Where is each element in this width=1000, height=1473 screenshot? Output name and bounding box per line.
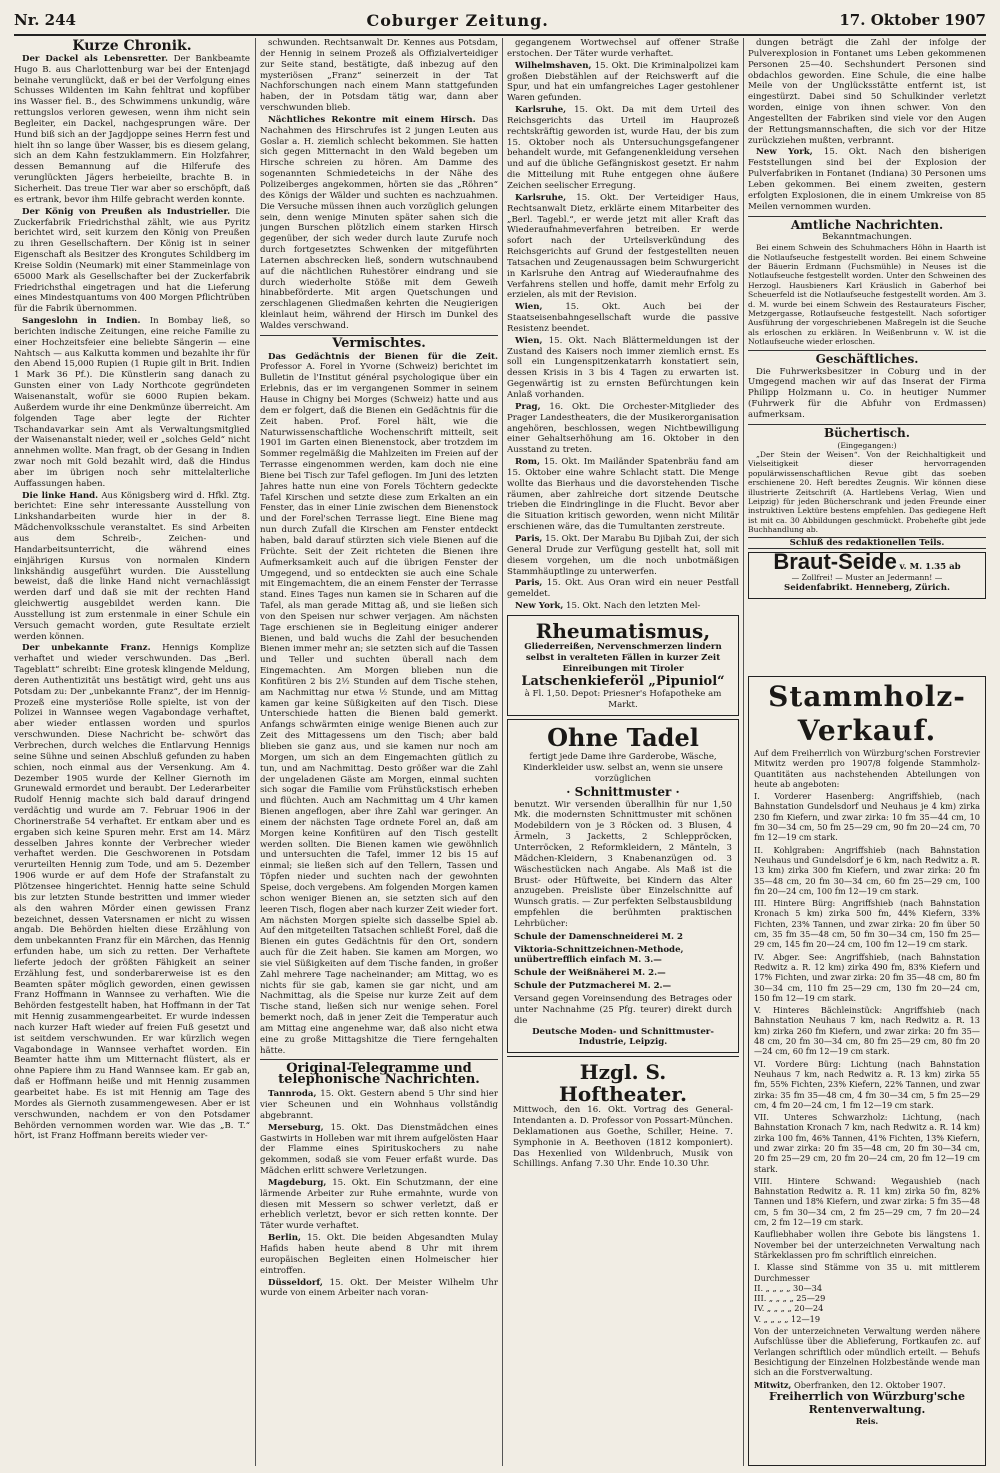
ad-text: Versand gegen Voreinsendung des Betrages oder unter Nachnahme (25 Pfg. teurer) direkt durch die — [514, 993, 732, 1026]
telegram-place: Rom, — [515, 457, 540, 468]
article-text: Professor A. Forel in Yvorne (Schweiz) berichtet im Bulletin de l'Institut général psychologique über ein Erlebnis, das er im vergangenen Sommer in seinem Hause in Chigny bei Morges (Schweiz) hatte und aus dem er folgert, daß die Bienen ein Gedächtnis für die Zeit haben. Prof. Forel hält, wie die Naturwissenschaftliche Wochenschrift mitteilt, seit 1901 im Garten einen Bienenstock, aber trotzdem im Sommer regelmäßig die Mahlzeiten im Freien auf der Terrasse eingenommen werden, kam doch nie eine Biene bei Tisch zur Tafel geflogen. Im Juni des letzten Jahres hatte nun eine von Forels Töchtern gedeckte Tafel Kirschen und setzte diese zum Erkalten an ein Fenster, das in einer Linie zwischen dem Bienenstock und der Forel'schen Terrasse liegt. Eine Biene mag nun durch Zufall die Kirschen am Fenster entdeckt haben, bald darauf stürzten sich viele Bienen auf die Früchte. Seit der Zeit richteten die Bienen ihre Aufmerksamkeit auch auf die übrigen Fenster der Umgegend, und so entdeckten sie auch eine Schale mit Eingemachtem, die an einem Fenster der Terrasse stand. Eines Tages nun kamen sie in Scharen auf die Tafel, als man gerade Mittag aß, und sie ließen sich von den Speisen nur schwer verjagen. Am nächsten Tage erschienen sie in Begleitung einiger anderer Bienen, und bald wuchs die Zahl der besuchenden Bienen immer mehr an; sie setzten sich auf die Tassen und Teller und suchten überall nach dem Eingemachten. Am Morgen blieben nun die Konfitüren 2 bis 2½ Stunden auf dem Tische stehen, am Nachmittag nur etwa ½ Stunde, und am Mittag kamen gar keine Süßigkeiten auf den Tisch. Diese Unterschiede hatten die Bienen bald gemerkt. Anfangs schwärmten einige wenige Bienen auch zur Zeit des Mittagessens um den Tisch; aber bald blieben sie ganz aus, und sie kamen nur noch am Morgen, um sich an dem Eingemachten gütlich zu tun, und am Nachmittag. Desto größer war die Zahl der ungeladenen Gäste am Morgen, einmal suchten sich sogar die Familie vom Frühstückstisch erheben und flüchten. Auch am Nachmittag um 4 Uhr kamen Bienen angeflogen, aber ihre Zahl war geringer. An einem der nächsten Tage ordnete Forel an, daß am Morgen keine Konfitüren auf den Tisch gestellt werden sollten. Die Bienen kamen wie gewöhnlich und untersuchten die Tafel, immer 12 bis 15 auf einmal; sie ließen sich auf den Tellern, Tassen und Töpfen nieder und suchten nach der gewohnten Speise, doch vergebens. Am folgenden Morgen kamen schon weniger Bienen an, sie setzten sich auf den leeren Tisch, flogen aber nach kurzer Zeit wieder fort. Am nächsten Morgen spielte sich dasselbe Spiel ab. Auf den mitgeteilten Tatsachen schließt Forel, daß die Bienen ein gutes Gedächtnis für den Ort, sondern auch für die Zeit haben. Sie kamen am Morgen, wo sie viel Süßigkeiten auf dem Tische fanden, in großer Zahl mehrere Tage nacheinander; am Mittag, wo es nichts für sie gab, kamen sie gar nicht, und am Nachmittag, als die Speise nur kurze Zeit auf dem Tische stand, ließen sich nur wenige sehen. Forel bemerkt noch, daß in jener Zeit die Temperatur auch am Mittag eine angenehme war, daß also nicht etwa eine zu große Mittagshitze die Tiere ferngehalten hätte. — [260, 362, 498, 1056]
article-title: Die linke Hand. — [22, 490, 99, 501]
article-title: Nächtliches Rekontre mit einem Hirsch. — [268, 114, 476, 125]
ad-text: Auf dem Freiherrlich von Würzburg'schen Forstrevier Mitwitz werden pro 1907/8 folgende Stammholz-Quantitäten aus nachstehenden Abteilungen von heute ab angeboten: — [754, 748, 980, 789]
ad-title: Rheumatismus, — [535, 618, 711, 643]
article-continuation: schwunden. Rechtsanwalt Dr. Kennes aus Potsdam, der Hennig in seinem Prozeß als Offizialverteidiger zur Seite stand, bestätigte, daß inbezug auf den mysteriösen „Franz“ seinerzeit in der Tat Nachforschungen nach einem Mann stattgefunden haben, der in Potsdam tätig war, dann aber verschwunden blieb. — [260, 38, 498, 114]
telegram — [507, 61, 739, 104]
telegram — [507, 578, 739, 600]
divider — [748, 216, 986, 217]
telegram-place: Tannroda, — [268, 1089, 317, 1100]
ad-sign-date: Oberfranken, den 12. Oktober 1907. — [794, 1379, 946, 1390]
list-item: Schule der Putzmacherei M. 2.— — [514, 981, 672, 992]
article — [14, 491, 250, 643]
section-title-geschaeftlich: Geschäftliches. — [815, 351, 919, 366]
article-continuation: dungen beträgt die Zahl der infolge der Pulverexplosion in Fontanet ums Leben gekommenen Personen 25—40. Sechshundert Personen sind obdachlos geworden. Eine Schule, die eine halbe Meile von der Unglücksstätte entfernt ist, ist eingestürzt. Dabei sind 50 Schulkinder verletzt worden, einige von ihnen schwer. Von den Angestellten der Fabriken sind viele vor den Augen der Rettungsmannschaften, die sich vor der Hitze zurückziehen mußten, verbrannt. — [748, 38, 986, 146]
ad-title: Stammholz-Verkauf. — [768, 680, 966, 747]
ad-braut-seide — [748, 549, 986, 598]
column-3 — [507, 38, 739, 1466]
article — [14, 207, 250, 315]
section-title-chronik: Kurze Chronik. — [72, 38, 192, 54]
article — [14, 54, 250, 206]
telegram-place: Magdeburg, — [268, 1177, 327, 1188]
end-of-editorial: Schluß des redaktionellen Teils. — [748, 537, 986, 550]
column-1 — [14, 38, 250, 1466]
telegram — [507, 402, 739, 456]
list-item: IV. „ „ „ „ 20—24 — [754, 1303, 824, 1314]
column-divider — [743, 38, 744, 1466]
telegram — [507, 534, 739, 577]
section-title-telegramme: Original-Telegramme und telephonische Nachrichten. — [278, 1061, 480, 1088]
telegram — [507, 601, 739, 612]
telegram-text: 15. Okt. Nach den bisherigen Feststellungen sind bei der Explosion der Pulverfabriken in Fontanet (Indiana) 30 Personen ums Leben gekommen. Bei einem zweiten, gestern erfolgten Explosionen, die in einem Umkreise von 85 Meilen vernommen wurden. — [748, 147, 986, 212]
divider — [748, 424, 986, 425]
ad-text: à Fl. 1,50. Depot: Priesner's Hofapotheke am Markt. — [524, 689, 722, 711]
ad-title: Ohne Tadel — [547, 723, 699, 753]
telegram-place: Karlsruhe, — [515, 105, 567, 116]
list-item: Schule der Weißnäherei M. 2.— — [514, 968, 666, 979]
ad-title: Hzgl. S. Hoftheater. — [559, 1060, 687, 1107]
ad-brand: · Schnittmuster · — [566, 784, 680, 799]
list-item: III. Hintere Bürg: Angriffshieb (nach Bahnstation Kronach 5 km) zirka 500 fm, 44% Kiefern, 33% Fichten, 23% Tannen, und zwar zirka: 20 fm über 50 cm, 35 fm 35—48 cm, 50 fm 30—34 cm, 150 fm 25—29 cm, 145 fm 20—24 cm, 100 fm 12—19 cm stark. — [754, 898, 980, 950]
ad-price: v. M. 1.35 ab — [899, 562, 961, 573]
list-item: VII. Unteres Schwarzholz: Lichtung, (nach Bahnstation Kronach 7 km, nach Redwitz a. R. 14 km) zirka 100 fm, 46% Tannen, 41% Fichten, 13% Kiefern, und zwar zirka: 20 fm 35—48 cm, 20 fm 30—34 cm, 20 fm 25—29 cm, 20 fm 20—24 cm, 20 fm 12—19 cm stark. — [754, 1112, 980, 1174]
telegram-text: 15. Okt. Im Mailänder Spatenbräu fand am 15. Oktober eine wahre Schlacht statt. Die Menge wollte das Bierhaus und die davorstehenden Tische räumen, aber zahlreiche dort sitzende Deutsche trieben die Eindringlinge in die Flucht. Bevor aber die Situation kritisch geworden, wenn nicht Militär erschienen wäre, das die Tumultanten zerstreute. — [507, 457, 739, 533]
telegram-place: Paris, — [515, 533, 543, 544]
ad-stammholz — [748, 676, 986, 1466]
list-item: VIII. Hintere Schwand: Wegaushieb (nach Bahnstation Redwitz a. R. 11 km) zirka 50 fm, 82% Tannen und 18% Kiefern, und zwar zirka: 5 fm 35—48 cm, 5 fm 30—34 cm, 2 fm 25—29 cm, 7 fm 20—24 cm, 2 fm 12—19 cm stark. — [754, 1175, 980, 1228]
page-header — [14, 6, 986, 36]
telegram-place: Wien, — [515, 302, 543, 313]
ad-text: Kaufliebhaber wollen ihre Gebote bis längstens 1. November bei der unterzeichneten Verwaltung nach Stärkeklassen pro fm schriftlich einreichen. — [754, 1229, 980, 1260]
ad-company: Deutsche Moden- und Schnittmuster-Industrie, Leipzig. — [532, 1026, 714, 1048]
telegram-text: 15. Okt. Die beiden Abgesandten Mulay Hafids haben heute abend 8 Uhr mit ihrem europäischen Begleiten einen Holmeischer hier eintroffen. — [260, 1233, 498, 1276]
article-title: Der König von Preußen als Industrieller. — [22, 206, 231, 217]
article-text: Aus Königsberg wird d. Hfkl. Ztg. berichtet: Eine sehr interessante Ausstellung von Linkshandarbeiten wurde hier in der 8. Mädchenvolksschule veranstaltet. Es sind Arbeiten aus dem Schreib-, Zeichen- und Handarbeitsunterricht, die während eines einjährigen Kursus von normalen Kindern linkshändig ausgeführt wurden. Die Ausstellung beweist, daß die linke Hand nicht vernachlässigt werden darf und daß sie mit der rechten Hand gleichwertig ausgebildet werden kann. Die Ausstellung ist zum erstenmale in einer Schule ein Versuch gemacht worden, gute Resultate erzielt werden können. — [14, 490, 250, 642]
telegram-place: Paris, — [515, 578, 543, 589]
telegram-place: Düsseldorf, — [268, 1277, 323, 1288]
telegram — [260, 1278, 498, 1300]
list-item: II. „ „ „ „ 30—34 — [754, 1282, 823, 1293]
telegram — [507, 302, 739, 335]
telegram-text: 15. Okt. Auch bei der Staatseisenbahngesellschaft wurde die passive Resistenz beendet. — [507, 302, 739, 334]
article-title: Sangeslohn in Indien. — [22, 316, 141, 327]
telegram-text: 15. Okt. Ein Schutzmann, der eine lärmende Arbeiter zur Ruhe ermahnte, wurde von diesen mit Messern so schwer verletzt, daß er erheblich verletzt, bevor er sich retten konnte. Der Täter wurde verhaftet. — [260, 1177, 498, 1232]
ad-rheumatismus — [507, 615, 739, 716]
article — [260, 352, 498, 1057]
list-item: I. Vorderer Hasenberg: Angriffshieb, (nach Bahnstation Gundelsdorf und Neuhaus je 4 km) zirka 230 fm Kiefern, und zwar zirka: 10 fm 35—44 cm, 10 fm 30—34 cm, 50 fm 25—29 cm, 90 fm 20—24 cm, 70 fm 12—19 cm stark. — [754, 791, 980, 843]
telegram-text: 15. Okt. Der Meister Wilhelm Uhr wurde von einem Arbeiter nach voran- — [260, 1277, 498, 1299]
telegram-text: 15. Okt. Da mit dem Urteil des Reichsgerichts das Urteil im Hauprozeß rechtskräftig geworden ist, wurde Hau, der bis zum 15. Oktober noch als Untersuchungsgefangener behandelt wurde, mit Gefangenenkleidung versehen und auf die übliche Gefängniskost gesetzt. Er nahm die Mitteilung mit Ruhe entgegen ohne äußere Zeichen seelischer Erregung. — [507, 105, 739, 191]
telegram-text: 15. Okt. Gestern abend 5 Uhr sind hier vier Scheunen und ein Wohnhaus vollständig abgebrannt. — [260, 1089, 498, 1121]
telegram — [260, 1233, 498, 1276]
list-item: Viktoria-Schnittzeichnen-Methode, unübertrefflich einfach M. 3.— — [514, 944, 684, 966]
telegram-text: 15. Okt. Die Kriminalpolizei kam großen Diebstählen auf der Reichswerft auf die Spur, und hat ein umfangreiches Lager gestohlener Waren gefunden. — [507, 60, 739, 104]
telegram-place: Wien, — [515, 335, 543, 346]
ad-hoftheater — [507, 1056, 739, 1174]
issue-date: 17. Oktober 1907 — [839, 11, 986, 29]
telegram — [507, 105, 739, 192]
telegram — [260, 1089, 498, 1122]
telegram-text: 15. Okt. Der Verteidiger Haus, Rechtsanwalt Dietz, erklärte einem Mitarbeiter des „Berl. Tagebl.“, er werde jetzt mit aller Kraft das Wiederaufnahmeverfahren betreiben. Er werde sofort nach der Urteilsverkündung des Reichsgerichts auf Grund der festgestellten neuen Tatsachen und Zeugenaussagen beim Schwurgericht in Karlsruhe den Antrag auf Wiederaufnahme des Verfahrens stellen und hoffe, damit mehr Erfolg zu erzielen, als mit der Revision. — [507, 192, 739, 301]
article-text: In Bombay ließ, so berichten indische Zeitungen, eine reiche Familie zu einer Hochzeitsfeier eine beliebte Sängerin — eine Nahtsch — aus Kalkutta kommen und bezahlte ihr für den Abend 15,000 Rupien (1 Rupie gilt in Brit. Indien 1 Mark 36 Pf.). Die Künstlerin sang danach zu Gunsten einer von Lady Northcote gegründeten Waisenanstalt, wofür sie 6000 Rupien bekam. Außerdem wurde ihr eine Denkmünze überreicht. Am folgenden Tage aber legte der Richter Tschandavarkar sein Amt als Verwaltungsmitglied der Waisenanstalt nieder, weil er „solches Geld“ nicht annehmen wollte. Man fragt, ob der Gesang in Indien zwar noch mit Gold bezahlt wird, daß die Hindus aber im übrigen noch sehr mittelalterliche Auffassungen haben. — [14, 316, 250, 489]
ad-text: Von der unterzeichneten Verwaltung werden nähere Aufschlüsse über die Ablieferung, Fortkaufen zc. auf Verlangen schriftlich oder mündlich erteilt. — Behufs Besichtigung der Einzelnen Holzbestände wende man sich an die Forstverwaltung. — [754, 1326, 980, 1378]
ad-sign-name: Reis. — [855, 1415, 879, 1426]
list-item: III. „ „ „ „ 25—29 — [754, 1293, 826, 1304]
list-item: Schule der Damenschneiderei M. 2 — [514, 931, 683, 942]
section-title-buechertisch: Büchertisch. — [824, 425, 910, 440]
ad-title: Braut-Seide — [773, 549, 897, 575]
masthead: Coburger Zeitung. — [366, 10, 549, 30]
article — [14, 643, 250, 1142]
ad-text: Mittwoch, den 16. Okt. Vortrag des General-Intendanten a. D. Professor von Possart-München. Deklamationen aus Goethe, Schiller, Heine. 7. Symphonie in A. Beethoven (1812 komponiert). Das Hexenlied von Wildenbruch, Musik von Schillings. Anfang 7.30 Uhr. Ende 10.30 Uhr. — [513, 1105, 733, 1170]
telegram-place: New York, — [515, 601, 564, 612]
section-subtitle: (Eingegangen:) — [837, 440, 897, 450]
telegram-text: 15. Okt. Aus Oran wird ein neuer Pestfall gemeldet. — [507, 578, 739, 600]
divider — [748, 350, 986, 351]
article — [260, 115, 498, 332]
article-text: Der Bankbeamte Hugo B. aus Charlottenburg war bei der Entenjagd beinahe verunglückt, daß er bei der Verfolgung eines Schusses Wildenten im Kahn fehltrat und kopfüber ins Wasser fiel. B., des Schwimmens unkundig, wäre rettungslos verloren gewesen, wenn ihm nicht sein Begleiter, ein Dackel, nachgesprungen wäre. Der Hund biß sich an der Jagdjoppe seines Herrn fest und hielt ihn so lange über Wasser, bis es diesem gelang, sich an dem Kahn festzuklammern. Ein Holzfahrer, dessen Bemannung auf die Hilferufe des verunglückten Jägers herbeieilte, brachte B. in Sicherheit. Das treue Tier war aber so erschöpft, daß es ertrank, bevor ihm Hilfe gebracht werden konnte. — [14, 53, 250, 205]
ad-sign-place: Mitwitz, — [754, 1379, 792, 1390]
telegram-place: Karlsruhe, — [515, 192, 567, 203]
article-text: Das Nachahmen des Hirschrufes ist 2 jungen Leuten aus Goslar a. H. ziemlich schlecht bekommen. Sie hatten sich gegen Mitternacht in den Wald begeben um Hirsche schreien zu hören. Am Damme des sogenannten Schmiedeteichs in der Nähe des Polizeiberges angekommen, hörten sie das „Röhren“ des Königs der Wälder und suchten es nachzuahmen. Die Versuche müssen ihnen auch vorzüglich gelungen sein, denn wenige Minuten später sahen sich die jungen Burschen plötzlich einem starken Hirsch gegenüber, der sich weder durch laute Zurufe noch durch fortgesetztes Schwenken der mitgeführten Laternen abschrecken ließ, sondern wutschnaubend auf die nächtlichen Ruhestörer eindrang und sie durch wiederholte Stöße mit dem Geweih hinabbeförderte. Mit argen Quetschungen und zerschlagenen Gliedmaßen kehrten die Neugierigen kleinlaut heim, während der Hirsch im Dunkel des Waldes verschwand. — [260, 114, 498, 331]
ad-text: fertigt jede Dame ihre Garderobe, Wäsche, Kinderkleider usw. selbst an, wenn sie unsere vorzüglichen — [523, 752, 723, 784]
list-item: II. Kohlgraben: Angriffshieb (nach Bahnstation Neuhaus und Gundelsdorf je 6 km, nach Redwitz a. R. 13 km) zirka 300 fm Kiefern, und zwar zirka: 20 fm 35—48 cm, 20 fm 30—34 cm, 60 fm 25—29 cm, 100 fm 20—24 cm, 100 fm 12—19 cm stark. — [754, 844, 980, 896]
article — [14, 316, 250, 490]
telegram — [260, 1123, 498, 1177]
ad-text: — Zollfrei! — Muster an Jedermann! — — [791, 573, 943, 583]
ad-company: Seidenfabrikt. Henneberg, Zürich. — [784, 582, 950, 593]
telegram-place: Merseburg, — [268, 1122, 324, 1133]
telegram-place: New York, — [756, 147, 813, 158]
ad-text: benutzt. Wir versenden überallhin für nur 1,50 Mk. die modernsten Schnittmuster mit schönen Modebildern von je 3 Röcken od. 3 Blusen, 4 Ärmeln, 3 Jacketts, 2 Schleppröcken, Unterröcken, 2 Reformkleidern, 2 Mänteln, 3 Mädchen-Kleidern, 3 Knabenanzügen od. 3 Wäschestücken nach Angabe. Als Maß ist die Brust- oder Hüftweite, bei Kindern das Alter anzugeben. Preisliste über Einzelschnitte auf Wunsch gratis. — Zur perfekten Selbstausbildung empfehlen die berühmten praktischen Lehrbücher: — [514, 799, 732, 929]
list-item: VI. Vordere Bürg: Lichtung (nach Bahnstation Neuhaus 7 km, nach Redwitz a. R. 13 km) zirka 55 fm, 55% Fichten, 23% Kiefern, 22% Tannen, und zwar zirka: 35 fm 35—48 cm, 4 fm 30—34 cm, 5 fm 25—29 cm, 4 fm 20—24 cm, 1 fm 12—19 cm stark. — [754, 1058, 980, 1110]
telegram-text: 15. Okt. Nach den letzten Mel- — [566, 601, 701, 612]
ad-text: Gliederreißen, Nervenschmerzen lindern selbst in veralteten Fällen in kurzer Zeit Einreibungen mit Tiroler — [524, 641, 722, 674]
section-subtitle: Bekanntmachungen. — [822, 232, 912, 243]
telegram-text: 16. Okt. Die Orchester-Mitglieder des Prager Landestheaters, die der Musikerorganisation angehören, beschlossen, wegen Nichtbewilligung einer Gehaltserhöhung am 16. Oktober in den Ausstand zu treten. — [507, 401, 739, 456]
list-item: I. Klasse sind Stämme von 35 u. mit mittlerem Durchmesser — [754, 1262, 980, 1283]
article-text: Hennigs Komplize verhaftet und wieder verschwunden. Das „Berl. Tageblatt“ schreibt: Eine grotesk klingende Meldung, deren Authentizität uns bestätigt wird, geht uns aus Potsdam zu: Der „unbekannte Franz“, der im Hennig-Prozeß eine mysteriöse Rolle spielte, ist von der Polizei in Wannsee wegen Vagabondage verhaftet, aber wieder entlassen worden und spurlos verschwunden. Diese Nachricht be- schwört das Verbrechen, durch welches die Entlarvung Hennigs seine Sühne und seinen Abschluß gefunden zu haben schien, noch einmal aus der Versenkung. Am 4. Dezember 1905 wurde der Kellner Giernoth im Grunewald ermordet und beraubt. Der Lederarbeiter Rudolf Hennig machte sich bald darauf dringend verdächtig und wurde am 7. Februar 1906 in der Chorinerstraße 54 verhaftet. Er entkam aber und es ergaben sich keine Spuren mehr. Erst am 14. März desselben Jahres konnte der Verbrecher wieder verhaftet werden. Die Geschworenen in Potsdam verurteilten Hennig zum Tode, und am 5. Dezember 1906 wurde er auf dem Hofe der Strafanstalt zu Plötzensee hingerichtet. Hennig hatte seine Schuld bis zur letzten Stunde bestritten und immer wieder als den wahren Mörder einen gewissen Franz bezeichnet, dessen Vatersnamen er nicht zu wissen angab. Die Behörden hielten diese Erzählung von dem unbekannten Franz für ein Märchen, das Hennig erfunden habe, um sich zu retten. Der Verhaftete lieferte jedoch der größten Fähigkeit an seiner Erzählung fest, und sonderbarerweise ist es den Beamten später möglich geworden, einen gewissen Franz Hoffmann in Wannsee zu verhaften. Wie die Behörden festgestellt haben, hat Hoffmann in der Tat mit Hennig zusammengearbeitet. Er wurde indessen nach kurzer Haft wieder auf freien Fuß gesetzt und ist seitdem verschwunden. Er war kürzlich wegen Vagabondage in Wannsee verhaftet worden. Ein Beamter hatte ihm um Mitternacht flüstert, als er ohne Papiere ihm zu Hand Wannsee kam. Er gab an, daß er Hoffmann heiße und mit Hennig zusammen gearbeitet habe. Es ist mit Hennig am Tage des Mordes als Giernoth zusammengewesen. Aber er ist verschwunden, nachdem er von den Potsdamer Behörden vernommen worden war. Wie das „B. T.“ hört, ist Franz Hoffmann bereits wieder ver- — [14, 643, 250, 1142]
article-text: Die Zuckerfabrik Friedrichsthal zählt, wie aus Pyritz berichtet wird, seit kurzem den König von Preußen zu ihren Gesellschaftern. Der König ist in seiner Eigenschaft als Besitzer des Krongutes Schildberg im Kreise Soldin (Neumark) mit einer Stammeinlage von 65000 Mark als Gesellschafter bei der Zuckerfabrik Friedrichsthal eingetragen und hat die Lieferung eines Mindestquantums von 400 Morgen Pflichtrüben für die Fabrik übernommen. — [14, 206, 250, 315]
telegram-place: Prag, — [515, 401, 541, 412]
article-title: Das Gedächtnis der Bienen für die Zeit. — [268, 351, 498, 362]
article-title: Der Dackel als Lebensretter. — [22, 53, 169, 64]
telegram — [260, 1178, 498, 1232]
list-item: V. „ „ „ „ 12—19 — [754, 1313, 821, 1324]
telegram — [748, 147, 986, 212]
article-continuation: gegangenem Wortwechsel auf offener Straße erstochen. Der Täter wurde verhaftet. — [507, 38, 739, 59]
section-title-amtlich: Amtliche Nachrichten. — [790, 217, 944, 232]
telegram-text: 15. Okt. Nach Blättermeldungen ist der Zustand des Kaisers noch immer ziemlich ernst. Es soll ein Lungenspitzenkatarrh konstatiert sein, dessen Krisis in 3 bis 4 Tagen zu erwarten ist. Gegenwärtig ist zu ernsten Befürchtungen kein Anlaß vorhanden. — [507, 335, 739, 400]
telegram-place: Berlin, — [268, 1233, 302, 1244]
section-title-vermischtes: Vermischtes. — [332, 335, 426, 351]
ad-signature: Freiherrlich von Würzburg'sche Rentenverwaltung. — [769, 1389, 965, 1416]
list-item: V. Hinteres Bächleinstück: Angriffshieb (nach Bahnstation Neuhaus 7 km, nach Redwitz a. R. 13 km) zirka 260 fm Kiefern, und zwar zirka: 20 fm 35—48 cm, 20 fm 30—34 cm, 80 fm 25—29 cm, 80 fm 20—24 cm, 60 fm 12—19 cm stark. — [754, 1005, 980, 1057]
list-item: IV. Abger. See: Angriffshieb, (nach Bahnstation Redwitz a. R. 12 km) zirka 490 fm, 83% Kiefern und 17% Fichten, und zwar zirka: 20 fm 35—48 cm, 80 fm 30—34 cm, 110 fm 25—29 cm, 130 fm 20—24 cm, 150 fm 12—19 cm stark. — [754, 951, 980, 1003]
telegram — [507, 193, 739, 301]
column-2 — [260, 38, 498, 1466]
divider — [260, 1059, 498, 1060]
article-text: Die Fuhrwerksbesitzer in Coburg und in der Umgegend machen wir auf das Inserat der Firma Philipp Holzmann u. Co. in heutiger Nummer (Fuhrwerk für die Abfuhr von Erdmassen) aufmerksam. — [748, 366, 986, 420]
column-divider — [502, 38, 503, 1466]
article-title: Der unbekannte Franz. — [22, 643, 151, 654]
telegram — [507, 457, 739, 533]
ad-brand: Latschenkieferöl „Pipuniol“ — [521, 674, 725, 690]
column-divider — [255, 38, 256, 1466]
ad-book-list — [514, 932, 732, 992]
ad-ohne-tadel — [507, 719, 739, 1053]
telegram — [507, 336, 739, 401]
article-text: Bei einem Schwein des Schuhmachers Höhn in Haarth ist die Notlaufseuche festgestellt worden. Bei einem Schweine der Bäuerin Erdmann (Fuchsmühle) in Neuses ist die Notlaufseuche festgestellt worden. Unter den Schweinen des Herzogl. Hausbieners Karl Kräuslich in Gaberhof bei Scheuerfeld ist die Notlaufseuche festgestellt worden. Am 3. d. M. wurde bei einem Schwein des Restaurateurs Fischer, Metzgergasse, Rotlaufseuche festgestellt. Nach sofortiger Ausführung der vorgeschriebenen Maßregeln ist die Seuche als erloschen zu erklären. In Weißenbrunn v. W. ist die Notlaufseuche wieder erloschen. — [748, 243, 986, 347]
page-number: Nr. 244 — [14, 11, 76, 29]
telegram-place: Wilhelmshaven, — [515, 60, 592, 71]
article-text: „Der Stein der Weisen“. Von der Reichhaltigkeit und Vielseitigkeit dieser hervorragenden populärwissenschaftlichen Revue gibt das soeben erschienene 20. Heft beredtes Zeugnis. Wir können diese illustrierte Zeitschrift (A. Hartlebens Verlag, Wien und Leipzig) für jeden Bücherschrank und jeden Freunde einer instruktiven Lektüre bestens empfehlen. Das gediegene Heft ist mit ca. 30 Abbildungen geschmückt. Probehefte gibt jede Buchhandlung ab. — [748, 449, 986, 535]
telegram-text: 15. Okt. Der Marabu Bu Djibah Zui, der sich General Drude zur Verfügung gestellt hat, soll mit diesem vorgehen, um die noch unbotmäßigen Stammhäuptlinge zu unterwerfen. — [507, 533, 739, 577]
telegram-text: 15. Okt. Das Dienstmädchen eines Gastwirts in Holleben war mit ihrem aufgelösten Haar der Flamme eines Spirituskochers zu nahe gekommen, sodaß sie vom Feuer erfaßt wurde. Das Mädchen erlitt schwere Verletzungen. — [260, 1122, 498, 1177]
